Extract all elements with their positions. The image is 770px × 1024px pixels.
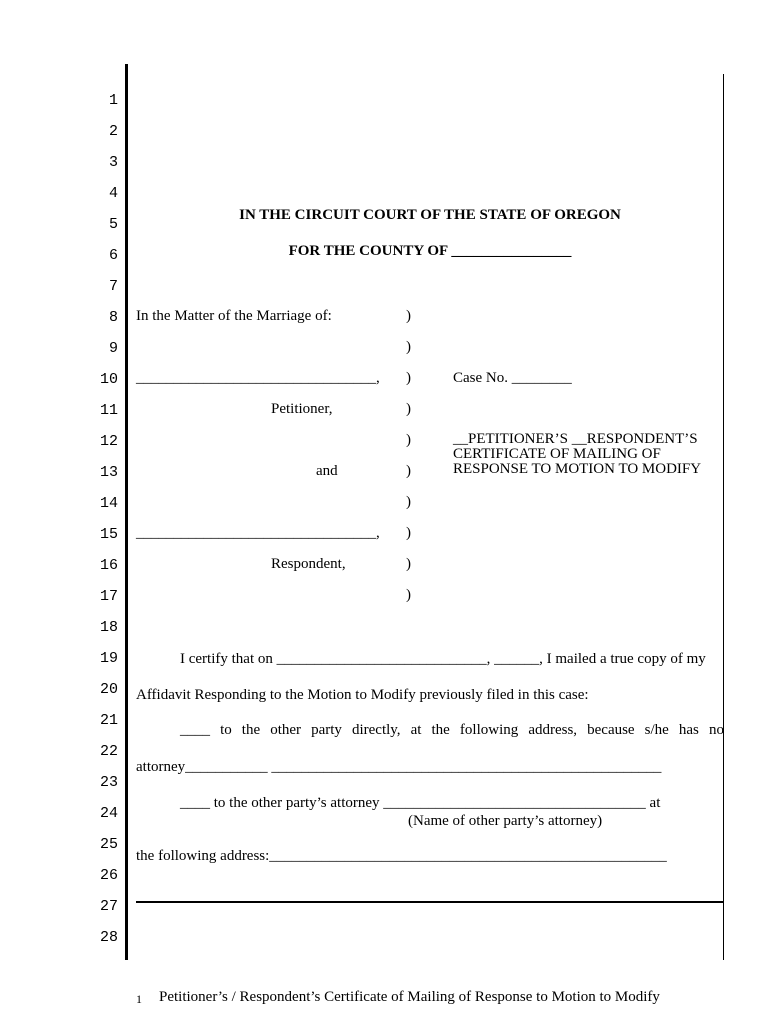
option-word: ____ (180, 722, 210, 738)
option-word: address, (528, 722, 578, 738)
line-number: 11 (99, 402, 118, 419)
line-number: 26 (99, 867, 118, 884)
line-number: 27 (99, 898, 118, 915)
option-word: the (431, 722, 450, 738)
line-number: 16 (99, 557, 118, 574)
line-number: 8 (108, 309, 118, 326)
line-number: 7 (108, 278, 118, 295)
footer-title: Petitioner’s / Respondent’s Certificate of Mailing of Response to Motion to Modify (159, 989, 660, 1005)
line-number: 28 (99, 929, 118, 946)
document-title-line: CERTIFICATE OF MAILING OF (453, 446, 661, 462)
option-direct-mailing (180, 722, 724, 739)
caption-paren: ) (406, 556, 411, 572)
case-number: Case No. ________ (453, 370, 572, 386)
option-word: other (270, 722, 302, 738)
line-number: 22 (99, 743, 118, 760)
document-title (453, 432, 701, 477)
option-word: has (678, 722, 699, 738)
certify-statement: I certify that on ____________________________, ______, I mailed a true copy of my (180, 651, 706, 667)
caption-paren: ) (406, 401, 411, 417)
option-word: no (708, 722, 724, 738)
option-word: s/he (644, 722, 669, 738)
line-number: 23 (99, 774, 118, 791)
line-number: 4 (108, 185, 118, 202)
option-attorney-mailing: ____ to the other party’s attorney ___________________________________ at (180, 795, 661, 811)
matter-label: In the Matter of the Marriage of: (136, 308, 332, 324)
caption-paren: ) (406, 339, 411, 355)
line-number: 14 (99, 495, 118, 512)
petitioner-name-blank: ________________________________, (136, 370, 380, 386)
attorney-name-caption: (Name of other party’s attorney) (408, 813, 603, 829)
footer-divider (136, 901, 724, 903)
option-word: to (220, 722, 232, 738)
line-number: 21 (99, 712, 118, 729)
line-number: 17 (99, 588, 118, 605)
option-word: following (459, 722, 519, 738)
caption-paren: ) (406, 587, 411, 603)
line-number: 19 (99, 650, 118, 667)
option-word: directly, (351, 722, 401, 738)
line-number: 12 (99, 433, 118, 450)
caption-paren: ) (406, 370, 411, 386)
line-number: 25 (99, 836, 118, 853)
caption-paren: ) (406, 463, 411, 479)
line-number: 1 (108, 92, 118, 109)
line-number: 10 (99, 371, 118, 388)
court-heading: IN THE CIRCUIT COURT OF THE STATE OF OREGON (239, 207, 621, 223)
document-title-line: __PETITIONER’S __RESPONDENT’S (453, 431, 698, 447)
line-number: 9 (108, 340, 118, 357)
line-number: 18 (99, 619, 118, 636)
line-number: 20 (99, 681, 118, 698)
caption-paren: ) (406, 432, 411, 448)
page-number: 1 (136, 992, 142, 1006)
left-margin-rule (125, 64, 128, 960)
line-number: 2 (108, 123, 118, 140)
line-number: 6 (108, 247, 118, 264)
option-word: at (410, 722, 422, 738)
respondent-name-blank: ________________________________, (136, 525, 380, 541)
respondent-label: Respondent, (271, 556, 346, 572)
line-number: 3 (108, 154, 118, 171)
document-title-line: RESPONSE TO MOTION TO MODIFY (453, 461, 702, 477)
address-line: the following address:_____________________________________________________ (136, 848, 667, 864)
affidavit-statement: Affidavit Responding to the Motion to Modify previously filed in this case: (136, 687, 589, 703)
option-word: party (311, 722, 342, 738)
option-word: because (587, 722, 635, 738)
line-number: 24 (99, 805, 118, 822)
caption-paren: ) (406, 308, 411, 324)
petitioner-label: Petitioner, (271, 401, 333, 417)
line-number: 5 (108, 216, 118, 233)
line-number: 15 (99, 526, 118, 543)
caption-paren: ) (406, 494, 411, 510)
caption-paren: ) (406, 525, 411, 541)
and-label: and (316, 463, 338, 479)
option-word: the (241, 722, 261, 738)
county-heading: FOR THE COUNTY OF ________________ (288, 243, 572, 259)
attorney-line: attorney___________ ____________________________________________________ (136, 759, 662, 775)
line-number: 13 (99, 464, 118, 481)
